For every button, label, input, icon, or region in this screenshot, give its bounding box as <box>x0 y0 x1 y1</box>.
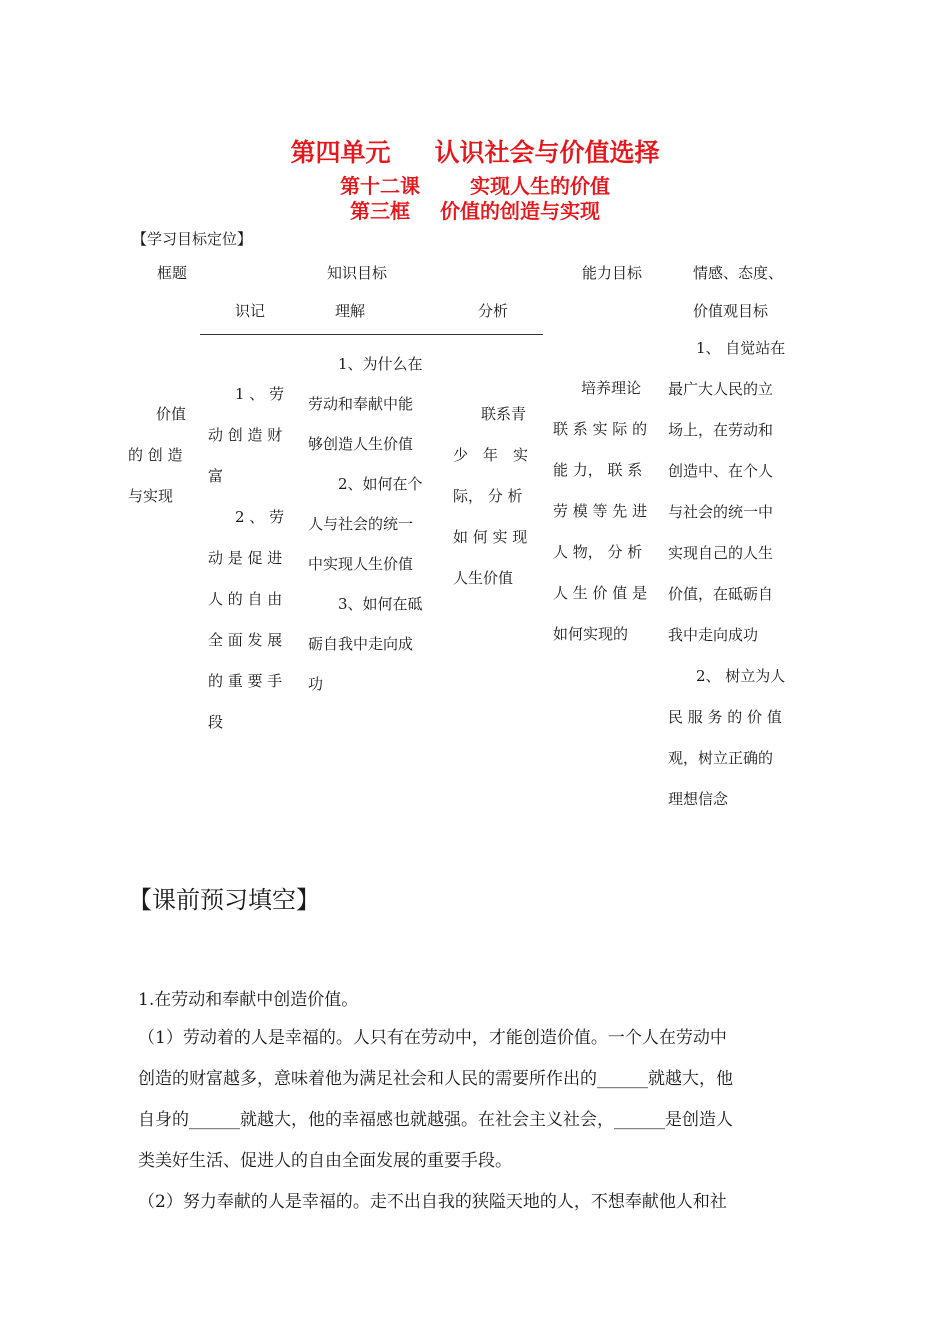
cell-emotion-line: 2、 树立为人 <box>696 667 786 685</box>
cell-understand-line: 2、如何在个 <box>338 475 423 493</box>
cell-remember-line: 动 创 造 财 <box>208 426 283 444</box>
preview-line: （1）劳动着的人是幸福的。人只有在劳动中，才能创造价值。一个人在劳动中 <box>138 1028 727 1048</box>
cell-understand-line: 功 <box>308 675 324 693</box>
unit-title <box>0 133 950 169</box>
cell-remember-line: 2 、 劳 <box>235 508 285 526</box>
cell-emotion-line: 场上，在劳动和 <box>668 421 774 439</box>
cell-analyze-line: 少 年 实 <box>453 446 529 464</box>
cell-ability-line: 培养理论 <box>581 379 642 397</box>
cell-emotion-line: 观，树立正确的 <box>668 749 774 767</box>
cell-understand-line: 劳动和奉献中能 <box>308 395 414 413</box>
cell-emotion-line: 创造中、在个人 <box>668 462 774 480</box>
preview-line: 创造的财富越多，意味着他为满足社会和人民的需要所作出的______就越大，他 <box>138 1069 733 1089</box>
header-ability: 能力目标 <box>582 264 643 282</box>
cell-understand-line: 3、如何在砥 <box>338 595 423 613</box>
header-understand: 理解 <box>335 302 366 320</box>
cell-emotion-line: 最广大人民的立 <box>668 380 774 398</box>
preview-line: 自身的______就越大，他的幸福感也就越强。在社会主义社会，______是创造人 <box>138 1110 733 1130</box>
cell-analyze-line: 如 何 实 现 <box>453 528 528 546</box>
header-knowledge: 知识目标 <box>327 264 388 282</box>
cell-understand-line: 砺自我中走向成 <box>308 635 414 653</box>
cell-remember-line: 富 <box>208 467 224 485</box>
cell-understand-line: 1、为什么在 <box>338 355 423 373</box>
cell-remember-line: 动 是 促 进 <box>208 549 283 567</box>
cell-remember-line: 人 的 自 由 <box>208 590 283 608</box>
cell-emotion-line: 民 服 务 的 价 值 <box>668 708 782 726</box>
unit-number: 第四单元 <box>290 138 391 167</box>
lesson-name: 实现人生的价值 <box>470 174 610 198</box>
cell-emotion <box>668 328 800 820</box>
cell-frame-line: 与实现 <box>128 487 174 505</box>
lesson-title <box>0 174 950 199</box>
cell-frame-line: 价值 <box>156 405 187 423</box>
preview-item-title: 1.在劳动和奉献中创造价值。 <box>138 990 359 1010</box>
cell-emotion-line: 理想信念 <box>668 790 729 808</box>
cell-ability-line: 能 力， 联 系 <box>553 461 643 479</box>
cell-remember-line: 段 <box>208 713 224 731</box>
cell-understand <box>308 344 440 704</box>
header-remember: 识记 <box>235 302 266 320</box>
cell-ability-line: 人 物， 分 析 <box>553 543 643 561</box>
header-frame: 框题 <box>157 264 188 282</box>
preview-item-1 <box>138 980 813 1021</box>
cell-remember <box>208 374 294 743</box>
frame-number: 第三框 <box>350 199 410 223</box>
cell-ability-line: 联 系 实 际 的 <box>553 420 648 438</box>
preview-paragraphs <box>138 1018 813 1223</box>
preview-line: （2）努力奉献的人是幸福的。走不出自我的狭隘天地的人，不想奉献他人和社 <box>138 1192 727 1212</box>
cell-emotion-line: 价值，在砥砺自 <box>668 585 774 603</box>
header-divider <box>200 334 543 335</box>
cell-understand-line: 人与社会的统一 <box>308 515 414 533</box>
cell-emotion-line: 我中走向成功 <box>668 626 759 644</box>
cell-frame-line: 的 创 造 <box>128 446 183 464</box>
cell-emotion-line: 实现自己的人生 <box>668 544 774 562</box>
cell-analyze-line: 人生价值 <box>453 569 514 587</box>
cell-understand-line: 够创造人生价值 <box>308 435 414 453</box>
objectives-heading: 【学习目标定位】 <box>132 230 253 248</box>
cell-emotion-line: 1、 自觉站在 <box>696 339 786 357</box>
cell-ability-line: 劳 模 等 先 进 <box>553 502 648 520</box>
header-emotion-line2: 价值观目标 <box>693 302 769 320</box>
header-emotion-line1: 情感、态度、 <box>693 264 784 282</box>
frame-title <box>0 199 950 224</box>
cell-remember-line: 1 、 劳 <box>235 385 285 403</box>
cell-analyze <box>453 394 537 599</box>
cell-analyze-line: 联系青 <box>481 405 527 423</box>
cell-ability-line: 如何实现的 <box>553 625 629 643</box>
cell-ability <box>553 368 653 655</box>
preview-heading: 【课前预习填空】 <box>128 886 320 914</box>
cell-frame <box>128 394 194 517</box>
lesson-number: 第十二课 <box>340 174 420 198</box>
frame-name: 价值的创造与实现 <box>440 199 600 223</box>
cell-ability-line: 人 生 价 值 是 <box>553 584 648 602</box>
cell-emotion-line: 与社会的统一中 <box>668 503 774 521</box>
cell-understand-line: 中实现人生价值 <box>308 555 414 573</box>
cell-remember-line: 全 面 发 展 <box>208 631 283 649</box>
cell-remember-line: 的 重 要 手 <box>208 672 283 690</box>
cell-analyze-line: 际， 分 析 <box>453 487 523 505</box>
header-analyze: 分析 <box>478 302 509 320</box>
preview-line: 类美好生活、促进人的自由全面发展的重要手段。 <box>138 1151 512 1171</box>
unit-name: 认识社会与价值选择 <box>434 138 660 167</box>
